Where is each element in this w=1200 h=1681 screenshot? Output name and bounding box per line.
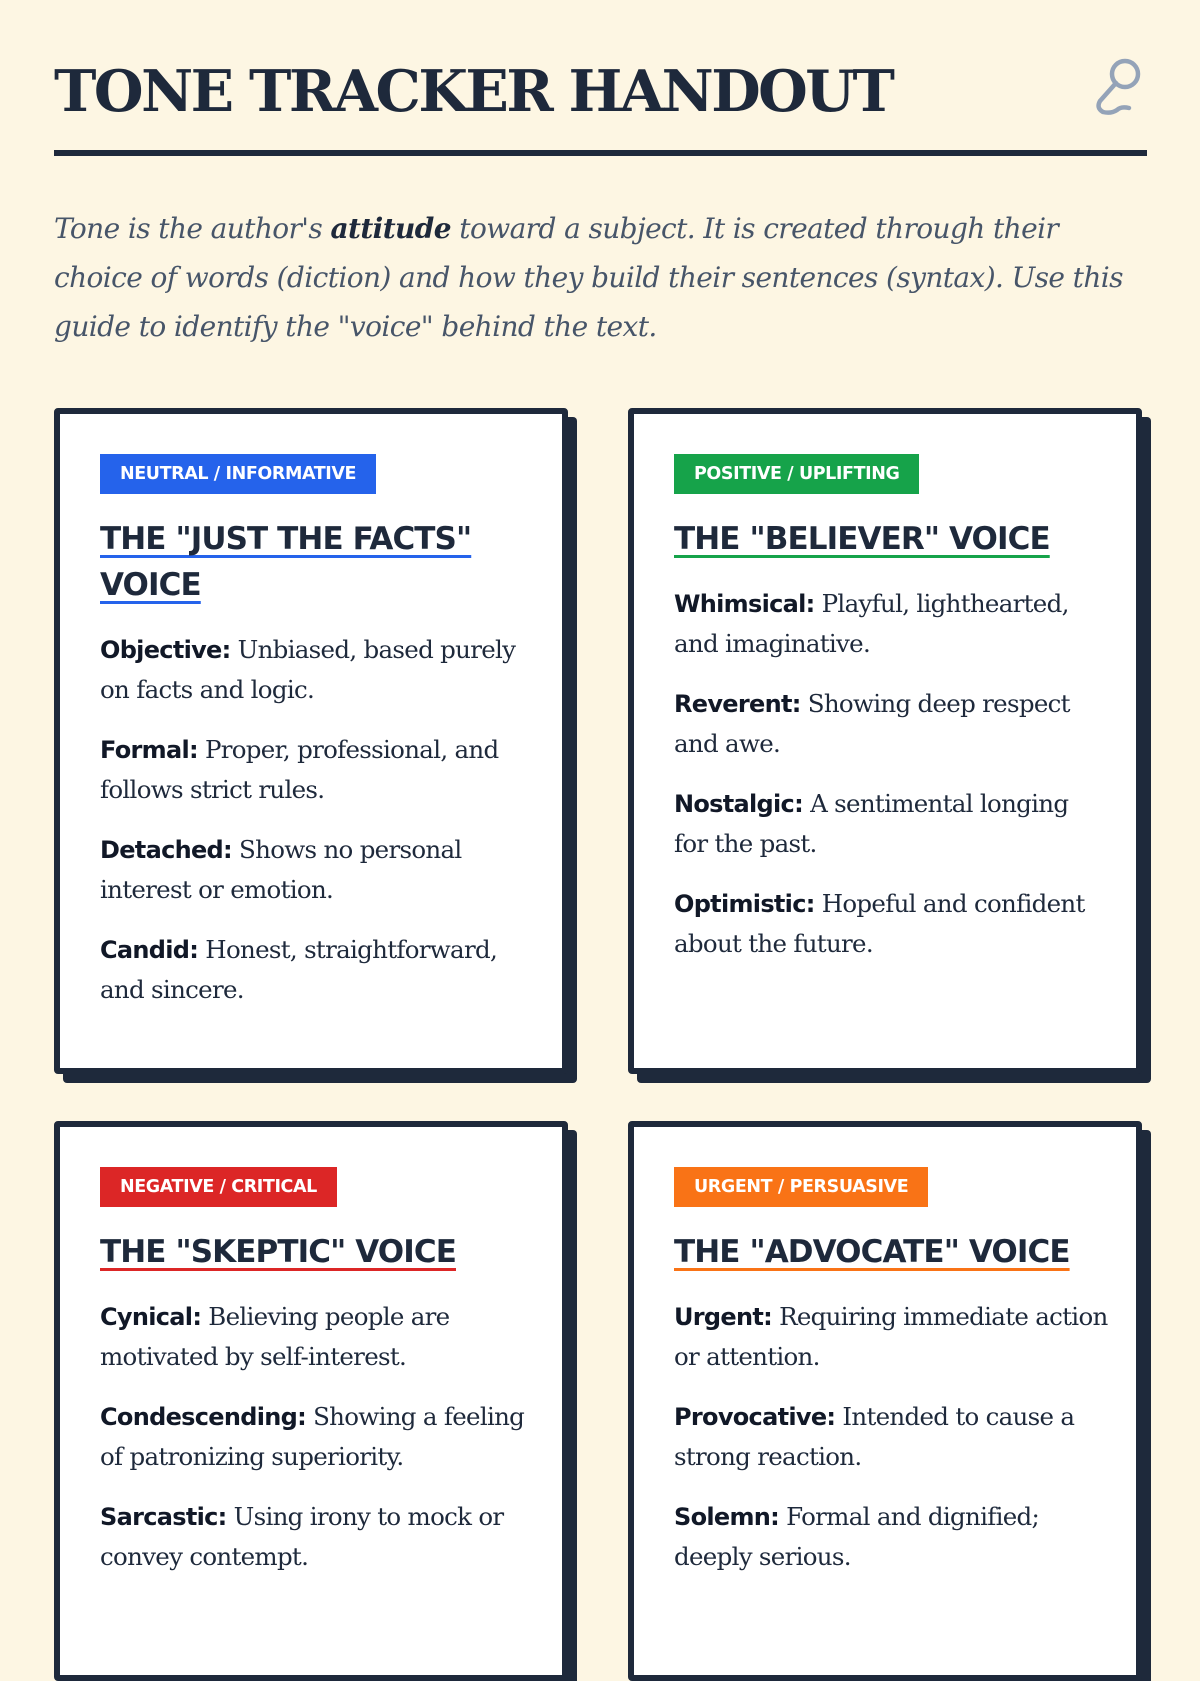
definition-term: Provocative: <box>674 1403 836 1431</box>
card-title: THE "ADVOCATE" VOICE <box>674 1234 1070 1270</box>
definition-term: Solemn: <box>674 1503 780 1531</box>
definition-item <box>674 784 1108 864</box>
definition-item <box>674 1297 1108 1377</box>
definition-term: Candid: <box>100 936 199 964</box>
definition-text: A sentimental longing for the past. <box>674 789 1069 858</box>
definition-list <box>674 1297 1108 1577</box>
definition-term: Detached: <box>100 836 232 864</box>
intro-text-end: toward a subject. It is created through their choice of words (diction) and how they build their sentences (syntax). Use this guide to identify the "voice" behind the text. <box>54 212 1123 343</box>
definition-text: Requiring immediate action or attention. <box>674 1302 1108 1371</box>
definition-term: Optimistic: <box>674 890 815 918</box>
definition-text: Using irony to mock or convey contempt. <box>100 1502 504 1571</box>
tone-card-neutral <box>54 408 568 1074</box>
definition-item <box>674 1497 1108 1577</box>
definition-item <box>100 1397 534 1477</box>
intro-text-start: Tone is the author's <box>54 212 331 245</box>
definition-item <box>100 830 534 910</box>
category-badge: POSITIVE / UPLIFTING <box>674 454 919 494</box>
definition-text: Unbiased, based purely on facts and logic. <box>100 635 516 704</box>
definition-term: Cynical: <box>100 1303 202 1331</box>
definition-item <box>674 584 1108 664</box>
header <box>54 52 1147 156</box>
definition-term: Nostalgic: <box>674 790 803 818</box>
definition-text: Proper, professional, and follows strict rules. <box>100 735 499 804</box>
definition-item <box>100 730 534 810</box>
definition-text: Showing deep respect and awe. <box>674 689 1070 758</box>
definition-text: Hopeful and confident about the future. <box>674 889 1085 958</box>
category-badge: NEGATIVE / CRITICAL <box>100 1167 337 1207</box>
definition-item <box>100 930 534 1010</box>
definition-item <box>100 1497 534 1577</box>
definition-item <box>674 1397 1108 1477</box>
card-title: THE "BELIEVER" VOICE <box>674 521 1050 557</box>
definition-list <box>100 630 534 1010</box>
category-badge: URGENT / PERSUASIVE <box>674 1167 928 1207</box>
category-badge: NEUTRAL / INFORMATIVE <box>100 454 376 494</box>
definition-term: Sarcastic: <box>100 1503 227 1531</box>
definition-text: Believing people are motivated by self-interest. <box>100 1302 450 1371</box>
definition-term: Reverent: <box>674 690 801 718</box>
intro-paragraph <box>54 204 1134 351</box>
definition-text: Shows no personal interest or emotion. <box>100 835 462 904</box>
definition-term: Whimsical: <box>674 590 815 618</box>
definition-item <box>674 884 1108 964</box>
microphone-icon <box>1087 56 1143 120</box>
definition-text: Intended to cause a strong reaction. <box>674 1402 1075 1471</box>
card-title: THE "SKEPTIC" VOICE <box>100 1234 456 1270</box>
definition-list <box>674 584 1108 964</box>
definition-item <box>674 684 1108 764</box>
definition-text: Showing a feeling of patronizing superiority. <box>100 1402 525 1471</box>
definition-text: Playful, lighthearted, and imaginative. <box>674 589 1069 658</box>
definition-item <box>100 1297 534 1377</box>
tone-card-positive <box>628 408 1142 1074</box>
definition-list <box>100 1297 534 1577</box>
definition-term: Formal: <box>100 736 198 764</box>
handout-page <box>54 0 1147 1600</box>
tone-card-urgent <box>628 1121 1142 1681</box>
intro-emphasis: attitude <box>330 212 451 245</box>
definition-text: Honest, straightforward, and sincere. <box>100 935 498 1004</box>
definition-term: Urgent: <box>674 1303 773 1331</box>
definition-item <box>100 630 534 710</box>
definition-term: Objective: <box>100 636 231 664</box>
card-title: THE "JUST THE FACTS" VOICE <box>100 521 472 603</box>
definition-text: Formal and dignified; deeply serious. <box>674 1502 1040 1571</box>
tone-card-negative <box>54 1121 568 1681</box>
definition-term: Condescending: <box>100 1403 306 1431</box>
page-title: TONE TRACKER HANDOUT <box>54 58 893 125</box>
